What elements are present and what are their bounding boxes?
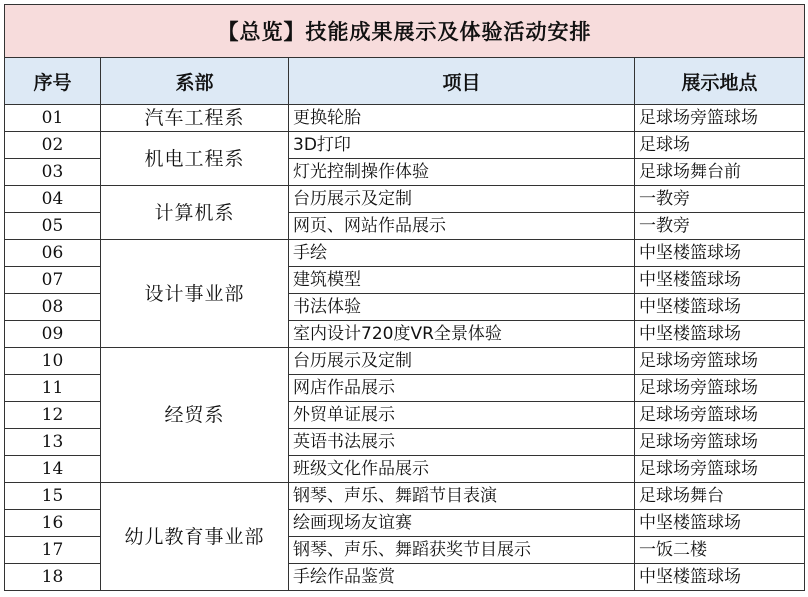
title-row	[5, 5, 805, 58]
project-cell: 钢琴、声乐、舞蹈获奖节目展示	[289, 537, 635, 564]
location-cell: 足球场舞台前	[635, 159, 805, 186]
project-cell: 更换轮胎	[289, 105, 635, 132]
row-number: 02	[5, 132, 101, 159]
project-cell: 班级文化作品展示	[289, 456, 635, 483]
schedule-sheet	[4, 4, 804, 591]
location-cell: 一教旁	[635, 213, 805, 240]
row-number: 11	[5, 375, 101, 402]
department-cell: 幼儿教育事业部	[101, 483, 289, 591]
row-number: 01	[5, 105, 101, 132]
table-row	[5, 240, 805, 267]
row-number: 08	[5, 294, 101, 321]
row-number: 03	[5, 159, 101, 186]
table-row	[5, 186, 805, 213]
schedule-table	[4, 4, 805, 591]
project-cell: 手绘作品鉴赏	[289, 564, 635, 591]
header-project: 项目	[289, 58, 635, 105]
table-row	[5, 132, 805, 159]
row-number: 13	[5, 429, 101, 456]
row-number: 05	[5, 213, 101, 240]
row-number: 06	[5, 240, 101, 267]
row-number: 09	[5, 321, 101, 348]
location-cell: 足球场旁篮球场	[635, 105, 805, 132]
project-cell: 书法体验	[289, 294, 635, 321]
location-cell: 一教旁	[635, 186, 805, 213]
project-cell: 台历展示及定制	[289, 186, 635, 213]
project-cell: 室内设计720度VR全景体验	[289, 321, 635, 348]
project-cell: 3D打印	[289, 132, 635, 159]
location-cell: 足球场旁篮球场	[635, 375, 805, 402]
header-num: 序号	[5, 58, 101, 105]
project-cell: 台历展示及定制	[289, 348, 635, 375]
project-cell: 灯光控制操作体验	[289, 159, 635, 186]
table-title: 【总览】技能成果展示及体验活动安排	[5, 5, 805, 58]
project-cell: 网页、网站作品展示	[289, 213, 635, 240]
department-cell: 汽车工程系	[101, 105, 289, 132]
row-number: 07	[5, 267, 101, 294]
department-cell: 设计事业部	[101, 240, 289, 348]
table-row	[5, 483, 805, 510]
project-cell: 手绘	[289, 240, 635, 267]
row-number: 15	[5, 483, 101, 510]
location-cell: 足球场旁篮球场	[635, 348, 805, 375]
location-cell: 足球场舞台	[635, 483, 805, 510]
location-cell: 中坚楼篮球场	[635, 321, 805, 348]
row-number: 18	[5, 564, 101, 591]
header-location: 展示地点	[635, 58, 805, 105]
department-cell: 机电工程系	[101, 132, 289, 186]
location-cell: 中坚楼篮球场	[635, 564, 805, 591]
row-number: 14	[5, 456, 101, 483]
location-cell: 足球场	[635, 132, 805, 159]
location-cell: 中坚楼篮球场	[635, 510, 805, 537]
row-number: 17	[5, 537, 101, 564]
department-cell: 经贸系	[101, 348, 289, 483]
table-row	[5, 105, 805, 132]
header-dept: 系部	[101, 58, 289, 105]
project-cell: 英语书法展示	[289, 429, 635, 456]
row-number: 12	[5, 402, 101, 429]
header-row	[5, 58, 805, 105]
row-number: 04	[5, 186, 101, 213]
project-cell: 建筑模型	[289, 267, 635, 294]
project-cell: 钢琴、声乐、舞蹈节目表演	[289, 483, 635, 510]
project-cell: 网店作品展示	[289, 375, 635, 402]
location-cell: 中坚楼篮球场	[635, 240, 805, 267]
location-cell: 足球场旁篮球场	[635, 456, 805, 483]
location-cell: 一饭二楼	[635, 537, 805, 564]
department-cell: 计算机系	[101, 186, 289, 240]
location-cell: 足球场旁篮球场	[635, 402, 805, 429]
location-cell: 足球场旁篮球场	[635, 429, 805, 456]
row-number: 16	[5, 510, 101, 537]
project-cell: 绘画现场友谊赛	[289, 510, 635, 537]
project-cell: 外贸单证展示	[289, 402, 635, 429]
location-cell: 中坚楼篮球场	[635, 294, 805, 321]
location-cell: 中坚楼篮球场	[635, 267, 805, 294]
table-row	[5, 348, 805, 375]
row-number: 10	[5, 348, 101, 375]
